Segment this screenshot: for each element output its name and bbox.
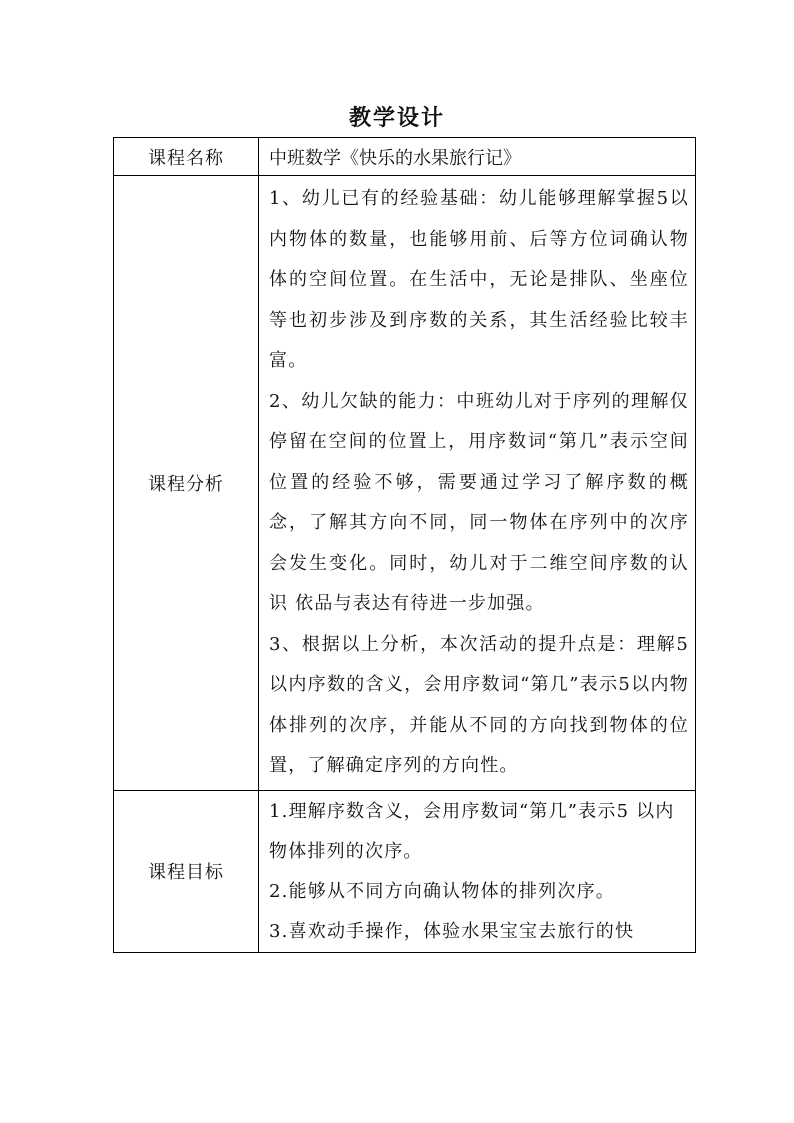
course-analysis-content — [259, 176, 696, 791]
goal-item-1: 1.理解序数含义，会用序数词“第几”表示5 以内物体排列的次序。 — [269, 800, 675, 862]
table-row-course-goals — [114, 790, 696, 952]
analysis-paragraph-1: 1、幼儿已有的经验基础：幼儿能够理解掌握5以内物体的数量，也能够用前、后等方位词确认物体的空间位置。在生活中，无论是排队、坐座位等也初步涉及到序数的关系，其生活经验比较丰富。 — [269, 188, 689, 371]
goal-item-3: 3.喜欢动手操作，体验水果宝宝去旅行的快 — [269, 920, 635, 942]
analysis-paragraph-2: 2、幼儿欠缺的能力：中班幼儿对于序列的理解仅停留在空间的位置上，用序数词“第几”表示空间位置的经验不够，需要通过学习了解序数的概念，了解其方向不同，同一物体在序列中的次序会发生变化。同时，幼儿对于二维空间序数的认识 依品与表达有待进一步加强。 — [269, 390, 689, 614]
course-analysis-label: 课程分析 — [114, 176, 259, 791]
course-name-label: 课程名称 — [114, 138, 259, 176]
lesson-design-table — [113, 137, 696, 953]
goal-item-2: 2.能够从不同方向确认物体的排列次序。 — [269, 880, 615, 902]
page-title: 教学设计 — [348, 105, 445, 131]
course-goals-content — [259, 790, 696, 952]
course-goals-label: 课程目标 — [114, 790, 259, 952]
analysis-paragraph-3: 3、根据以上分析，本次活动的提升点是：理解5以内序数的含义，会用序数词“第几”表示5以内物体排列的次序，并能从不同的方向找到物体的位置，了解确定序列的方向性。 — [269, 633, 689, 776]
table-row-course-analysis — [114, 176, 696, 791]
course-name-value: 中班数学《快乐的水果旅行记》 — [259, 138, 696, 176]
table-row-course-name — [114, 138, 696, 176]
